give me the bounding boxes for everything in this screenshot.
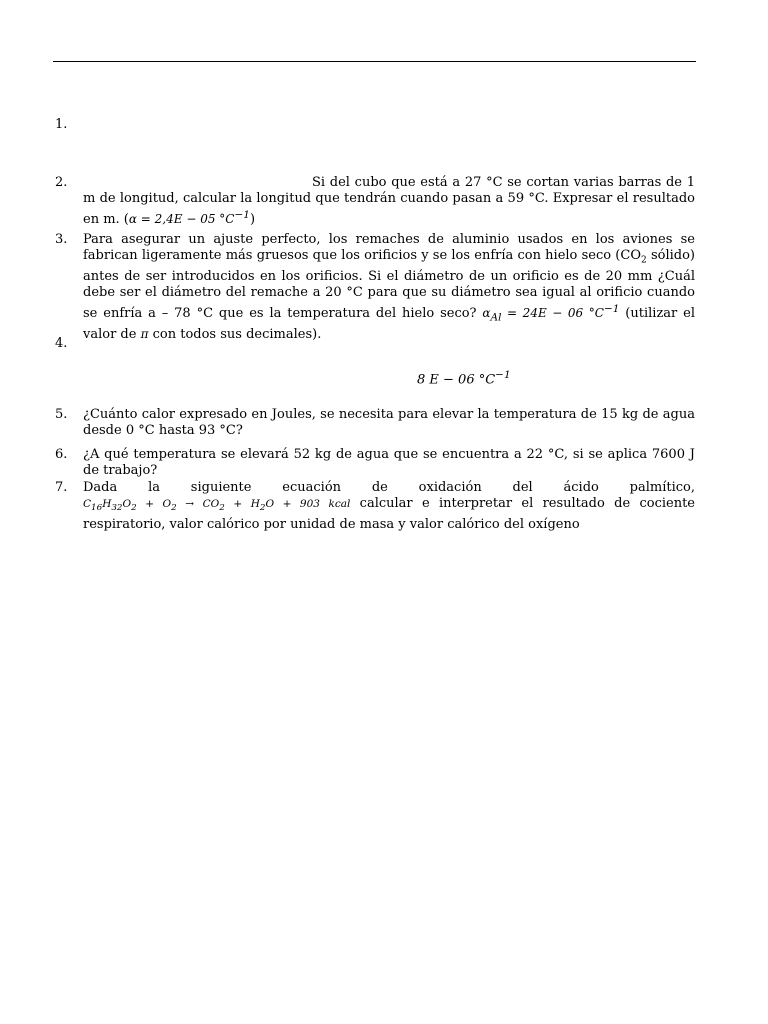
eq-subscript: 32 xyxy=(111,503,123,514)
eq-part: C xyxy=(83,498,92,511)
expansion-coefficient-formula xyxy=(128,209,250,227)
formula-exponent: −1 xyxy=(603,303,620,316)
problem-text-part: ) xyxy=(249,212,256,228)
problem-number: 7. xyxy=(55,480,68,495)
problem-4 xyxy=(55,336,695,407)
pi-symbol: π xyxy=(140,327,149,341)
problem-3 xyxy=(55,232,696,342)
eq-part: O xyxy=(162,498,172,511)
oxidation-equation xyxy=(83,498,351,514)
eq-part: O xyxy=(265,498,275,511)
problem-text xyxy=(83,480,695,533)
eq-part: CO xyxy=(202,498,220,511)
problem-2 xyxy=(55,175,695,232)
problem-number: 2. xyxy=(55,175,68,190)
eq-subscript: 2 xyxy=(259,503,266,514)
formula-subscript: Al xyxy=(490,311,502,324)
problem-text xyxy=(83,232,695,343)
eq-subscript: 2 xyxy=(131,503,137,514)
formula-base: α = 2,4E − 05 °C xyxy=(128,212,235,227)
problem-text-part: sólido) antes de ser introducidos en los orificios. Si el diámetro de un orificio es de 20 mm ¿Cuál debe ser el diámetro del remache a 20 °C para que su diámetro sea igual al orificio cuando se enfría a – 78 °C que es la temperatura del hielo seco? xyxy=(83,248,695,322)
formula-base: 8 E − 06 °C xyxy=(417,372,496,388)
eq-part: O xyxy=(122,498,132,511)
formula-exponent: −1 xyxy=(495,369,511,381)
formula-alpha: α xyxy=(482,306,491,321)
problem-text xyxy=(83,175,695,229)
eq-part: H xyxy=(102,498,112,511)
co2-subscript: 2 xyxy=(641,255,647,266)
eq-part: + xyxy=(136,498,163,511)
problem-number: 1. xyxy=(55,117,68,132)
problem-number: 6. xyxy=(55,447,68,462)
eq-part: + xyxy=(224,498,251,511)
problem-text-part: Para asegurar un ajuste perfecto, los remaches de aluminio usados en los aviones se fabrican ligeramente más gruesos que los orificios y se los enfría con hielo seco (CO xyxy=(83,232,695,264)
problem-text: ¿A qué temperatura se elevará 52 kg de agua que se encuentra a 22 °C, si se aplica 7600 J de trabajo? xyxy=(83,447,695,479)
problem-text-part: con todos sus decimales). xyxy=(148,327,322,342)
aluminum-coefficient-formula xyxy=(482,303,620,324)
problem-6 xyxy=(55,447,695,480)
eq-subscript: 2 xyxy=(219,503,225,514)
coefficient-formula xyxy=(417,367,511,389)
problem-text-part: (utilizar el valor de xyxy=(83,306,696,342)
problem-1 xyxy=(55,117,695,175)
formula-exponent: −1 xyxy=(234,209,250,222)
eq-arrow: → xyxy=(176,498,203,511)
eq-part: H xyxy=(250,498,260,511)
eq-subscript: 16 xyxy=(91,503,103,514)
problem-text-part: Dada la siguiente ecuación de oxidación del ácido palmítico, xyxy=(83,480,695,495)
problem-7 xyxy=(55,480,695,530)
problem-5 xyxy=(55,407,695,447)
formula-base: = 24E − 06 °C xyxy=(501,306,604,321)
problem-list xyxy=(55,117,695,530)
header-rule xyxy=(53,61,696,62)
problem-number: 4. xyxy=(55,336,68,351)
problem-number: 5. xyxy=(55,407,68,422)
eq-unit: kcal xyxy=(328,498,351,511)
problem-number: 3. xyxy=(55,232,68,247)
problem-text-part: Si del cubo que está a 27 °C se cortan varias barras de 1 m de longitud, calcular la longitud que tendrán cuando pasan a 59 °C. Expresar el resultado en m. ( xyxy=(83,175,695,228)
eq-subscript: 2 xyxy=(171,503,177,514)
problem-text: ¿Cuánto calor expresado en Joules, se necesita para elevar la temperatura de 15 kg de agua desde 0 °C hasta 93 °C? xyxy=(83,407,695,439)
eq-part: + 903 xyxy=(274,498,329,511)
problem-text-part: calcular e interpretar el resultado de cociente respiratorio, valor calórico por unidad de masa y valor calórico del oxígeno xyxy=(83,496,695,532)
